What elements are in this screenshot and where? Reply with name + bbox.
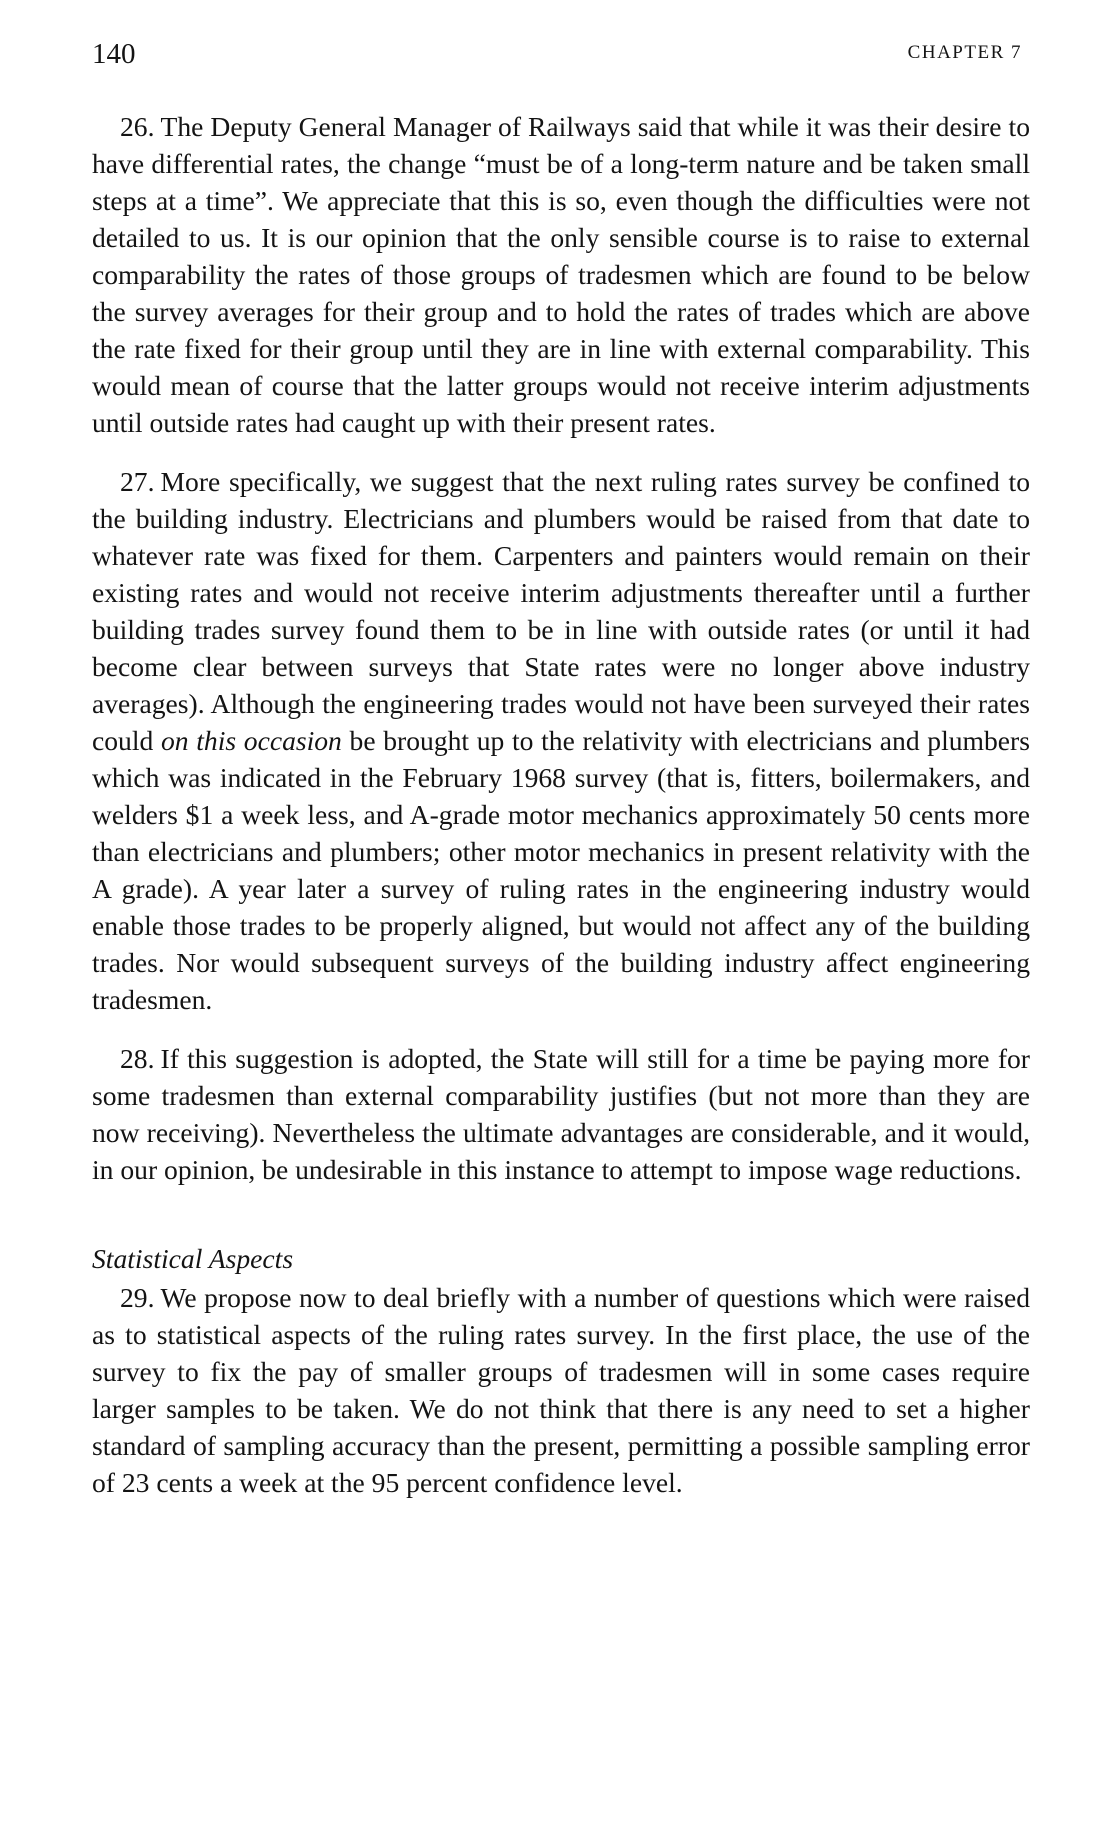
paragraph-27 <box>92 463 1030 1018</box>
running-head: CHAPTER 7 <box>907 42 1022 63</box>
paragraph-text: The Deputy General Manager of Railways said that while it was their desire to have differential rates, the change “must be of a long-term nature and be taken small steps at a time”. We appreciate that this is so, even though the difficulties were not detailed to us. It is our opinion that the only sensible course is to raise to external comparability the rates of those groups of tradesmen which are found to be below the survey averages for their group and to hold the rates of trades which are above the rate fixed for their group until they are in line with external comparability. This would mean of course that the latter groups would not receive interim adjustments until outside rates had caught up with their present rates. <box>92 111 1030 438</box>
paragraph-number: 28. <box>120 1043 155 1074</box>
paragraph-number: 29. <box>120 1282 155 1313</box>
paragraph-text: More specifically, we suggest that the next ruling rates survey be confined to the building industry. Electricians and plumbers would be raised from that date to whatever rate was fixed for them. Carpenters and painters would remain on their existing rates and would not receive interim adjustments thereafter until a further building trades survey found them to be in line with outside rates (or until it had become clear between surveys that State rates were no longer above industry averages). Although the engineering trades would not have been surveyed their rates could <box>92 466 1030 756</box>
paragraph-28 <box>92 1040 1030 1188</box>
paragraph-29 <box>92 1279 1030 1501</box>
page-body <box>92 108 1030 1501</box>
page-number: 140 <box>92 38 136 70</box>
paragraph-text: We propose now to deal briefly with a number of questions which were raised as to statistical aspects of the ruling rates survey. In the first place, the use of the survey to fix the pay of smaller groups of tradesmen will in some cases require larger samples to be taken. We do not think that there is any need to set a higher standard of sampling accuracy than the present, permitting a possible sampling error of 23 cents a week at the 95 percent confidence level. <box>92 1282 1030 1498</box>
paragraph-text-continued: be brought up to the relativity with electricians and plumbers which was indicated in the February 1968 survey (that is, fitters, boilermakers, and welders $1 a week less, and A-grade motor mechanics approximately 50 cents more than electricians and plumbers; other motor mechanics in present relativity with the A grade). A year later a survey of ruling rates in the engineering industry would enable those trades to be properly aligned, but would not affect any of the building trades. Nor would subsequent surveys of the building industry affect engineering tradesmen. <box>92 725 1030 1015</box>
emphasis-text: on this occasion <box>160 725 342 756</box>
paragraph-text: If this suggestion is adopted, the State will still for a time be paying more for some tradesmen than external comparability justifies (but not more than they are now receiving). Nevertheless the ultimate advantages are considerable, and it would, in our opinion, be undesirable in this instance to attempt to impose wage reductions. <box>92 1043 1030 1185</box>
paragraph-number: 27. <box>120 466 155 497</box>
page-header <box>92 38 1022 78</box>
section-heading: Statistical Aspects <box>92 1243 294 1274</box>
paragraph-number: 26. <box>120 111 155 142</box>
paragraph-26 <box>92 108 1030 441</box>
